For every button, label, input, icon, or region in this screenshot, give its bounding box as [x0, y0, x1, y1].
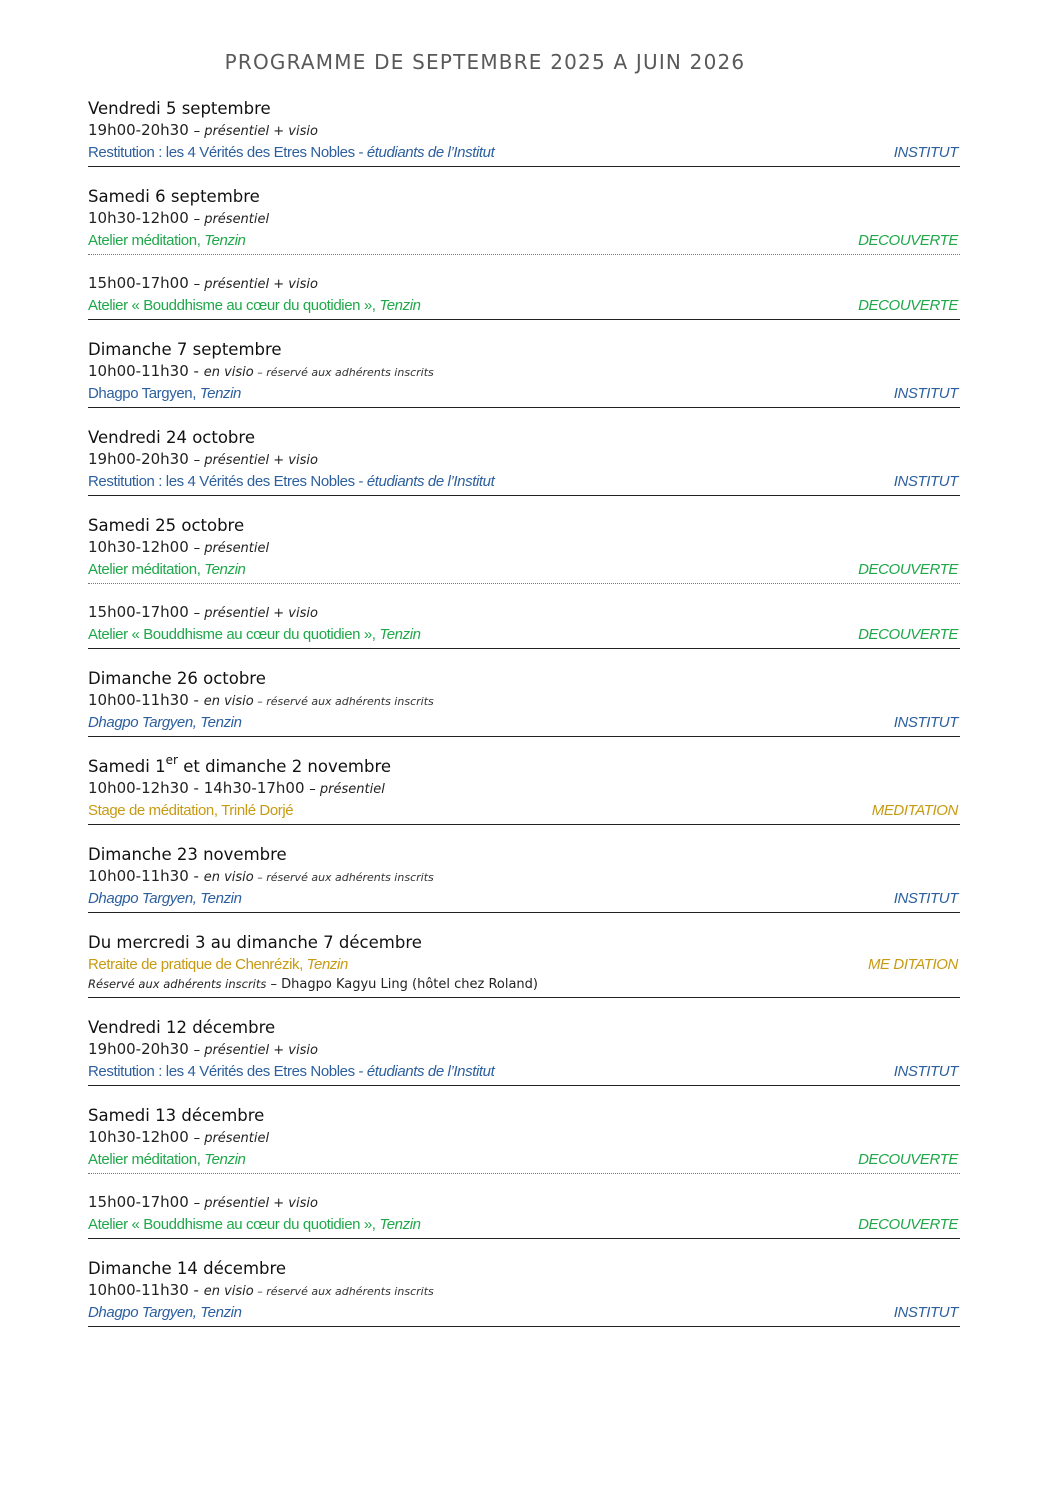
activity-speaker: Tenzin	[379, 297, 421, 314]
session-time-line	[88, 1039, 960, 1061]
activity-row	[88, 230, 960, 251]
activity-row	[88, 712, 960, 733]
category-tag: DECOUVERTE	[858, 626, 958, 643]
ordinal-suffix: er	[165, 752, 178, 767]
activity-speaker: Tenzin	[204, 232, 246, 249]
activity-title	[88, 471, 494, 492]
activity-title	[88, 712, 242, 733]
activity-row	[88, 142, 960, 163]
activity-row	[88, 800, 960, 821]
category-tag: DECOUVERTE	[858, 1216, 958, 1233]
activity-title	[88, 230, 245, 251]
session-mode: – présentiel + visio	[193, 277, 318, 292]
session-time-line	[88, 866, 960, 888]
category-tag: DECOUVERTE	[858, 1151, 958, 1168]
session-time-line	[88, 449, 960, 471]
activity-title	[88, 1214, 421, 1235]
activity-label: Stage de méditation, Trinlé Dorjé	[88, 802, 294, 819]
activity-speaker: Tenzin	[306, 956, 348, 973]
activity-title	[88, 1149, 245, 1170]
session-note: – réservé aux adhérents inscrits	[253, 871, 434, 884]
event-entry	[88, 515, 960, 649]
session-block	[88, 778, 960, 825]
activity-row	[88, 1214, 960, 1235]
extra-note-italic: Réservé aux adhérents inscrits	[88, 977, 267, 991]
event-entry	[88, 932, 960, 998]
activity-label: Atelier méditation,	[88, 1151, 205, 1168]
event-date-text-rest: et dimanche 2 novembre	[177, 757, 392, 776]
session-block	[88, 208, 960, 255]
event-date-text: Vendredi 24 octobre	[88, 428, 255, 447]
event-entry	[88, 98, 960, 167]
activity-speaker: étudiants de l’Institut	[366, 473, 495, 490]
session-time-line	[88, 602, 960, 624]
category-tag: INSTITUT	[893, 473, 958, 490]
session-block	[88, 1280, 960, 1327]
session-time: 15h00-17h00	[88, 274, 189, 292]
category-tag: MEDITATION	[871, 802, 958, 819]
session-block	[88, 954, 960, 998]
activity-title	[88, 954, 348, 975]
event-entry	[88, 1017, 960, 1086]
session-time-line	[88, 120, 960, 142]
activity-label: Atelier méditation,	[88, 561, 205, 578]
activity-row	[88, 295, 960, 316]
session-mode: – présentiel + visio	[193, 1043, 318, 1058]
event-entry	[88, 668, 960, 737]
extra-note-text: – Dhagpo Kagyu Ling (hôtel chez Roland)	[266, 977, 538, 992]
activity-title	[88, 142, 494, 163]
session-time-line	[88, 537, 960, 559]
session-block	[88, 449, 960, 496]
activity-row	[88, 954, 960, 975]
activity-speaker: étudiants de l’Institut	[366, 144, 495, 161]
session-time: 19h00-20h30	[88, 450, 189, 468]
activity-label: Dhagpo Targyen,	[88, 385, 200, 402]
event-entry	[88, 186, 960, 320]
session-block	[88, 120, 960, 167]
activity-title	[88, 383, 241, 404]
session-block	[88, 1127, 960, 1174]
activity-label: Atelier « Bouddhisme au cœur du quotidien »,	[88, 1216, 380, 1233]
session-block	[88, 690, 960, 737]
event-date-heading	[88, 668, 960, 690]
session-mode: – présentiel + visio	[193, 606, 318, 621]
event-date-text: Dimanche 26 octobre	[88, 669, 266, 688]
activity-speaker: Tenzin	[199, 385, 241, 402]
activity-label: Atelier « Bouddhisme au cœur du quotidien »,	[88, 626, 380, 643]
session-time: 10h00-12h30 - 14h30-17h00	[88, 779, 305, 797]
category-tag: INSTITUT	[893, 385, 958, 402]
activity-row	[88, 383, 960, 404]
session-time: 19h00-20h30	[88, 121, 189, 139]
event-date-heading	[88, 98, 960, 120]
session-block	[88, 1039, 960, 1086]
activity-speaker: Tenzin	[379, 1216, 421, 1233]
session-mode: – présentiel + visio	[193, 1196, 318, 1211]
activity-title	[88, 624, 421, 645]
event-date-text: Dimanche 7 septembre	[88, 340, 282, 359]
category-tag: DECOUVERTE	[858, 232, 958, 249]
session-block	[88, 361, 960, 408]
event-date-heading	[88, 752, 960, 778]
session-time: 15h00-17h00	[88, 1193, 189, 1211]
session-time-line	[88, 1280, 960, 1302]
activity-title	[88, 800, 293, 821]
activity-row	[88, 1302, 960, 1323]
event-date-heading	[88, 1105, 960, 1127]
activity-row	[88, 1061, 960, 1082]
activity-label: Restitution : les 4 Vérités des Etres Nobles -	[88, 473, 367, 490]
program-list	[88, 98, 960, 1346]
session-note: – réservé aux adhérents inscrits	[253, 366, 434, 379]
category-tag: INSTITUT	[893, 144, 958, 161]
activity-label: Dhagpo Targyen,	[88, 1304, 201, 1321]
activity-row	[88, 1149, 960, 1170]
event-date-heading	[88, 1017, 960, 1039]
event-entry	[88, 427, 960, 496]
activity-row	[88, 471, 960, 492]
category-tag: DECOUVERTE	[858, 561, 958, 578]
session-mode: en visio	[203, 365, 254, 380]
event-date-text: Dimanche 14 décembre	[88, 1259, 287, 1278]
session-block	[88, 273, 960, 320]
session-mode: – présentiel + visio	[193, 453, 318, 468]
activity-speaker: Tenzin	[200, 714, 242, 731]
event-entry	[88, 339, 960, 408]
activity-speaker: Tenzin	[204, 561, 246, 578]
event-date-heading	[88, 1258, 960, 1280]
event-entry	[88, 844, 960, 913]
session-time-line	[88, 361, 960, 383]
session-block	[88, 537, 960, 584]
session-mode: – présentiel	[193, 541, 270, 556]
event-entry	[88, 752, 960, 825]
session-mode: – présentiel	[193, 1131, 270, 1146]
session-time: 15h00-17h00	[88, 603, 189, 621]
event-entry	[88, 1105, 960, 1239]
session-block	[88, 866, 960, 913]
session-time: 10h00-11h30 -	[88, 362, 204, 380]
session-time-line	[88, 1192, 960, 1214]
activity-row	[88, 559, 960, 580]
activity-row	[88, 888, 960, 909]
event-date-heading	[88, 427, 960, 449]
event-date-text: Vendredi 5 septembre	[88, 99, 271, 118]
activity-speaker: Tenzin	[379, 626, 421, 643]
event-date-text: Samedi 25 octobre	[88, 516, 245, 535]
event-date-text: Vendredi 12 décembre	[88, 1018, 276, 1037]
event-date-heading	[88, 186, 960, 208]
activity-title	[88, 1302, 242, 1323]
category-tag: DECOUVERTE	[858, 297, 958, 314]
event-date-text: Samedi 6 septembre	[88, 187, 260, 206]
session-time: 10h00-11h30 -	[88, 1281, 204, 1299]
session-time-line	[88, 690, 960, 712]
activity-speaker: Tenzin	[200, 890, 242, 907]
activity-row	[88, 624, 960, 645]
session-mode: en visio	[203, 1284, 254, 1299]
session-note: – réservé aux adhérents inscrits	[253, 695, 434, 708]
event-date-text: Samedi 1	[88, 757, 166, 776]
event-date-text: Dimanche 23 novembre	[88, 845, 287, 864]
category-tag: INSTITUT	[893, 1063, 958, 1080]
event-date-heading	[88, 339, 960, 361]
activity-label: Restitution : les 4 Vérités des Etres Nobles -	[88, 1063, 367, 1080]
category-tag: INSTITUT	[893, 1304, 958, 1321]
category-tag: ME DITATION	[867, 956, 958, 973]
event-date-text: Samedi 13 décembre	[88, 1106, 265, 1125]
session-time: 10h00-11h30 -	[88, 691, 204, 709]
session-extra-note	[88, 975, 960, 994]
event-date-text: Du mercredi 3 au dimanche 7 décembre	[88, 933, 422, 952]
activity-label: Dhagpo Targyen,	[88, 890, 201, 907]
activity-title	[88, 888, 242, 909]
session-time-line	[88, 208, 960, 230]
session-block	[88, 602, 960, 649]
session-time: 10h30-12h00	[88, 538, 189, 556]
session-time: 19h00-20h30	[88, 1040, 189, 1058]
activity-speaker: étudiants de l’Institut	[366, 1063, 495, 1080]
activity-title	[88, 295, 421, 316]
activity-label: Retraite de pratique de Chenrézik,	[88, 956, 307, 973]
activity-label: Atelier « Bouddhisme au cœur du quotidien »,	[88, 297, 380, 314]
session-mode: – présentiel	[309, 782, 385, 797]
activity-label: Restitution : les 4 Vérités des Etres Nobles -	[88, 144, 367, 161]
session-mode: – présentiel + visio	[193, 124, 318, 139]
session-block	[88, 1192, 960, 1239]
activity-label: Atelier méditation,	[88, 232, 205, 249]
event-date-heading	[88, 932, 960, 954]
category-tag: INSTITUT	[893, 714, 958, 731]
session-note: – réservé aux adhérents inscrits	[253, 1285, 434, 1298]
event-date-heading	[88, 844, 960, 866]
session-mode: – présentiel	[193, 212, 270, 227]
session-time-line	[88, 778, 960, 800]
activity-speaker: Tenzin	[204, 1151, 246, 1168]
session-time: 10h00-11h30 -	[88, 867, 204, 885]
activity-title	[88, 559, 245, 580]
session-mode: en visio	[203, 870, 254, 885]
session-time: 10h30-12h00	[88, 1128, 189, 1146]
event-entry	[88, 1258, 960, 1327]
activity-speaker: Tenzin	[200, 1304, 242, 1321]
page-title: PROGRAMME DE SEPTEMBRE 2025 A JUIN 2026	[224, 50, 746, 74]
category-tag: INSTITUT	[893, 890, 958, 907]
event-date-heading	[88, 515, 960, 537]
activity-label: Dhagpo Targyen,	[88, 714, 201, 731]
session-time: 10h30-12h00	[88, 209, 189, 227]
session-time-line	[88, 1127, 960, 1149]
session-time-line	[88, 273, 960, 295]
activity-title	[88, 1061, 494, 1082]
session-mode: en visio	[203, 694, 254, 709]
